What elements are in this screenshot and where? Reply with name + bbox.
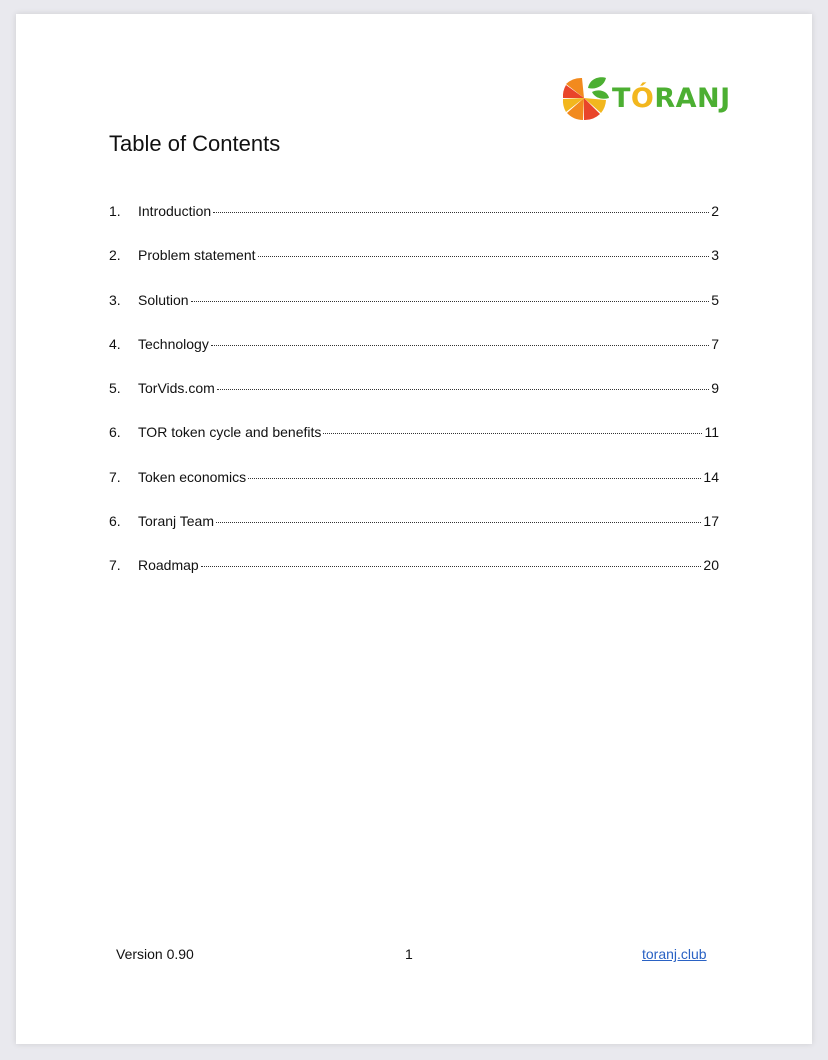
toc-page-number: 20 bbox=[703, 557, 719, 574]
toc-entry[interactable] bbox=[109, 557, 719, 601]
toc-leader-dots bbox=[191, 301, 710, 302]
toc-page-number: 5 bbox=[711, 291, 719, 308]
toc-number: 5. bbox=[109, 380, 121, 397]
toc-page-number: 9 bbox=[711, 380, 719, 397]
document-page bbox=[16, 14, 812, 1044]
toc-number: 4. bbox=[109, 335, 121, 352]
toc-leader-dots bbox=[201, 566, 702, 567]
toc-number: 6. bbox=[109, 513, 121, 530]
toc-page-number: 7 bbox=[711, 335, 719, 352]
toc-label: Solution bbox=[138, 291, 189, 308]
toc-page-number: 14 bbox=[703, 468, 719, 485]
logo-wordmark bbox=[612, 84, 731, 114]
toc-label: Technology bbox=[138, 335, 209, 352]
toc-entry[interactable] bbox=[109, 424, 719, 468]
toc-label: Roadmap bbox=[138, 557, 199, 574]
toc-label: Introduction bbox=[138, 203, 212, 219]
toc-label: TOR token cycle and benefits bbox=[138, 424, 322, 441]
toc-entry[interactable] bbox=[109, 336, 719, 380]
toc-page-number: 17 bbox=[703, 513, 719, 530]
footer-page-number: 1 bbox=[405, 946, 413, 962]
orange-slice-icon bbox=[562, 76, 610, 122]
footer-version: Version 0.90 bbox=[116, 946, 194, 962]
logo-text-accent: Ó bbox=[630, 83, 655, 114]
logo-text-part: RANJ bbox=[654, 83, 731, 114]
toc-entry[interactable] bbox=[109, 203, 719, 247]
toc-leader-dots bbox=[213, 212, 709, 213]
toc-label: Token economics bbox=[138, 468, 247, 485]
footer-website-link[interactable]: toranj.club bbox=[642, 946, 707, 962]
toc-leader-dots bbox=[211, 345, 709, 346]
toc-number: 6. bbox=[109, 424, 121, 441]
toc-number: 7. bbox=[109, 468, 121, 485]
toc-number: 7. bbox=[109, 557, 121, 574]
table-of-contents bbox=[109, 203, 719, 602]
page-title: Table of Contents bbox=[109, 131, 281, 156]
logo-text-part: T bbox=[612, 83, 631, 114]
toc-leader-dots bbox=[258, 256, 710, 257]
toc-label: Toranj Team bbox=[138, 513, 215, 530]
toc-label: TorVids.com bbox=[138, 380, 215, 397]
toranj-logo bbox=[562, 74, 731, 124]
toc-page-number: 2 bbox=[711, 203, 719, 219]
toc-number: 2. bbox=[109, 247, 121, 264]
toc-leader-dots bbox=[323, 433, 702, 434]
toc-page-number: 11 bbox=[704, 424, 719, 441]
toc-label: Problem statement bbox=[138, 247, 256, 264]
toc-entry[interactable] bbox=[109, 380, 719, 424]
toc-leader-dots bbox=[217, 389, 709, 390]
toc-leader-dots bbox=[216, 522, 701, 523]
toc-page-number: 3 bbox=[711, 247, 719, 264]
toc-leader-dots bbox=[248, 478, 701, 479]
toc-entry[interactable] bbox=[109, 292, 719, 336]
toc-number: 3. bbox=[109, 291, 121, 308]
toc-number: 1. bbox=[109, 203, 121, 219]
toc-entry[interactable] bbox=[109, 513, 719, 557]
toc-entry[interactable] bbox=[109, 469, 719, 513]
toc-entry[interactable] bbox=[109, 247, 719, 291]
